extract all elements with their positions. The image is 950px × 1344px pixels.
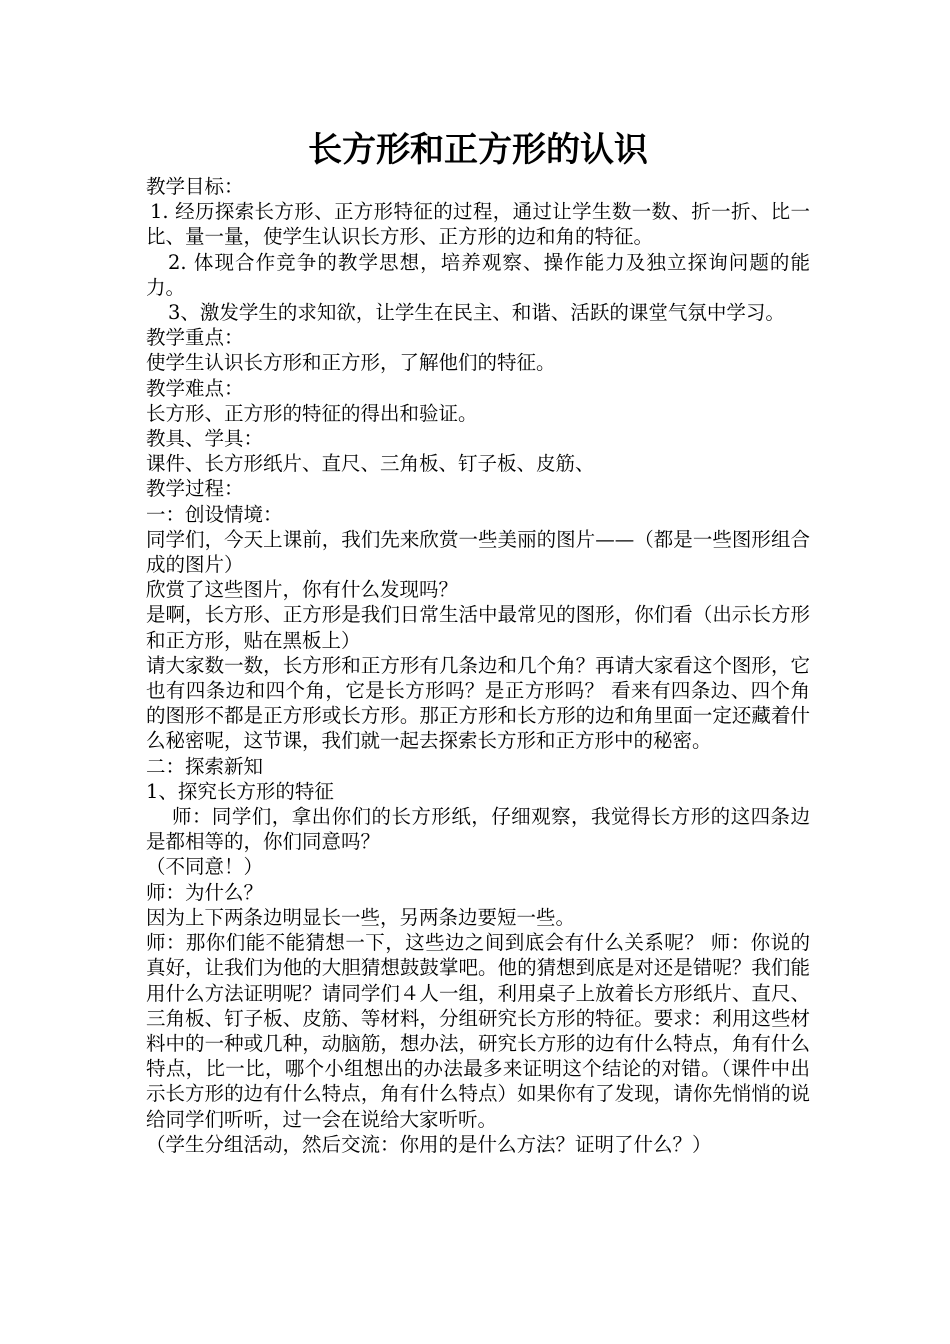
paragraph: 教学重点： — [146, 326, 244, 350]
paragraph: 教学过程： — [146, 477, 244, 501]
paragraph: 师：那你们能不能猜想一下，这些边之间到底会有什么关系呢？ 师：你说的真好，让我们为他的大胆猜想鼓鼓掌吧。他的猜想到底是对还是错呢？我们能用什么方法证明呢？请同学们４人一组，利用桌子上放着长方形纸片、直尺、三角板、钉子板、皮筋、等材料，分组研究长方形的特征。要求：利用这些材料中的一种或几种，动脑筋，想办法，研究长方形的边有什么特点，角有什么特点，比一比，哪个小组想出的办法最多来证明这个结论的对错。（课件中出示长方形的边有什么特点，角有什么特点）如果你有了发现，请你先悄悄的说给同学们听听，过一会在说给大家听听。 — [146, 931, 810, 1131]
document-body — [146, 174, 810, 1157]
document-title: 长方形和正方形的认识 — [308, 130, 648, 170]
paragraph: （学生分组活动，然后交流：你用的是什么方法？证明了什么？） — [146, 1132, 712, 1156]
paragraph: 是啊，长方形、正方形是我们日常生活中最常见的图形，你们看（出示长方形和正方形，贴在黑板上） — [146, 603, 810, 652]
paragraph: 教学难点： — [146, 376, 244, 400]
paragraph: 请大家数一数，长方形和正方形有几条边和几个角？再请大家看这个图形，它也有四条边和四个角，它是长方形吗？是正方形吗？ 看来有四条边、四个角的图形不都是正方形或长方形。那正方形和长方形的边和角里面一定还藏着什么秘密呢，这节课，我们就一起去探索长方形和正方形中的秘密。 — [146, 653, 810, 753]
paragraph: 欣赏了这些图片，你有什么发现吗？ — [146, 578, 459, 602]
paragraph: 师：为什么？ — [146, 880, 264, 904]
paragraph: 一：创设情境： — [146, 502, 283, 526]
paragraph: 1、探究长方形的特征 — [146, 779, 334, 803]
paragraph: 二：探索新知 — [146, 754, 264, 778]
paragraph: 2. 体现合作竞争的教学思想，培养观察、操作能力及独立探询问题的能力。 — [146, 250, 810, 299]
paragraph: 教具、学具： — [146, 427, 264, 451]
paragraph: 课件、长方形纸片、直尺、三角板、钉子板、皮筋、 — [146, 452, 595, 476]
paragraph: 使学生认识长方形和正方形，了解他们的特征。 — [146, 351, 556, 375]
paragraph: 师：同学们，拿出你们的长方形纸，仔细观察，我觉得长方形的这四条边是都相等的，你们同意吗？ — [146, 805, 810, 854]
paragraph: （不同意！） — [146, 855, 264, 879]
paragraph: 因为上下两条边明显长一些，另两条边要短一些。 — [146, 905, 576, 929]
paragraph: 长方形、正方形的特征的得出和验证。 — [146, 401, 478, 425]
paragraph: 教学目标： — [146, 175, 244, 198]
paragraph: 3、激发学生的求知欲，让学生在民主、和谐、活跃的课堂气氛中学习。 — [168, 301, 785, 325]
paragraph: 1. 经历探索长方形、正方形特征的过程，通过让学生数一数、折一折、比一比、量一量，使学生认识长方形、正方形的边和角的特征。 — [146, 200, 810, 249]
paragraph: 同学们，今天上课前，我们先来欣赏一些美丽的图片——（都是一些图形组合成的图片） — [146, 527, 810, 577]
